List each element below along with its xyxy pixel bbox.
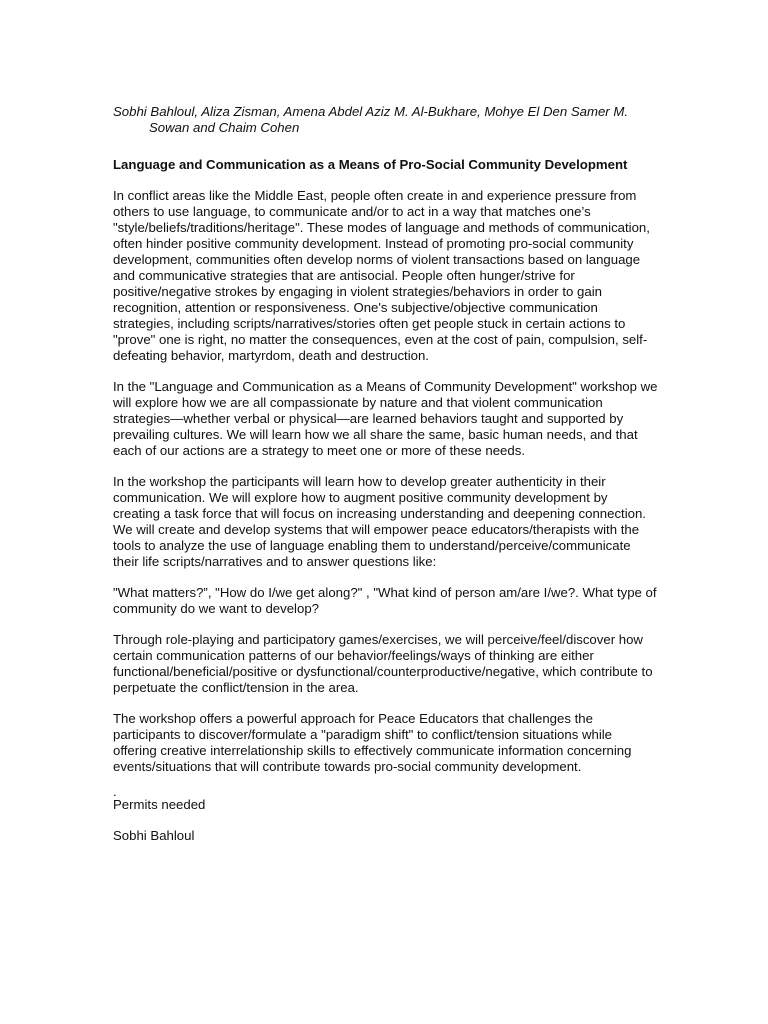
author-list: Sobhi Bahloul, Aliza Zisman, Amena Abdel Aziz M. Al-Bukhare, Mohye El Den Samer M. Sowan and Chaim Cohen	[113, 104, 629, 135]
document-title: Language and Communication as a Means of Pro-Social Community Development	[113, 157, 628, 172]
signature-name: Sobhi Bahloul	[113, 828, 195, 843]
permits-note: Permits needed	[113, 797, 206, 812]
paragraph-intro: In conflict areas like the Middle East, people often create in and experience pressure from others to use language, to communicate and/or to act in a way that matches one’s "style/beliefs/traditions/heritage". These modes of language and methods of communication, often hinder positive community development. Instead of promoting pro-social community development, communities often develop norms of violent transactions based on language and communicative strategies that are antisocial. People often hunger/strive for positive/negative strokes by engaging in violent strategies/behaviors in order to gain recognition, attention or responsiveness. One's subjective/objective communication strategies, including scripts/narratives/stories often get people stuck in certain actions to "prove" one is right, no matter the consequences, even at the cost of pain, compulsion, self-defeating behavior, martyrdom, death and destruction.	[113, 188, 650, 363]
stray-period: .	[113, 784, 117, 799]
document-body	[113, 104, 658, 844]
paragraph-approach: The workshop offers a powerful approach for Peace Educators that challenges the participants to discover/formulate a "paradigm shift" to conflict/tension situations while offering creative interrelationship skills to effectively communicate information concerning events/situations that will contribute towards pro-social community development.	[113, 711, 632, 774]
paragraph-participants: In the workshop the participants will learn how to develop greater authenticity in their communication. We will explore how to augment positive community development by creating a task force that will focus on increasing understanding and deepening connection. We will create and develop systems that will empower peace educators/therapists with the tools to analyze the use of language enabling them to understand/perceive/communicate their life scripts/narratives and to answer questions like:	[113, 474, 646, 569]
paragraph-role-playing: Through role-playing and participatory games/exercises, we will perceive/feel/discover how certain communication patterns of our behavior/feelings/ways of thinking are either functional/beneficial/positive or dysfunctional/counterproductive/negative, which contribute to perpetuate the conflict/tension in the area.	[113, 632, 653, 695]
paragraph-questions: "What matters?”, "How do I/we get along?" , "What kind of person am/are I/we?. What type of community do we want to develop?	[113, 585, 657, 616]
paragraph-workshop-overview: In the "Language and Communication as a Means of Community Development" workshop we will explore how we are all compassionate by nature and that violent communication strategies—whether verbal or physical—are learned behaviors taught and supported by prevailing cultures. We will learn how we all share the same, basic human needs, and that each of our actions are a strategy to meet one or more of these needs.	[113, 379, 658, 458]
